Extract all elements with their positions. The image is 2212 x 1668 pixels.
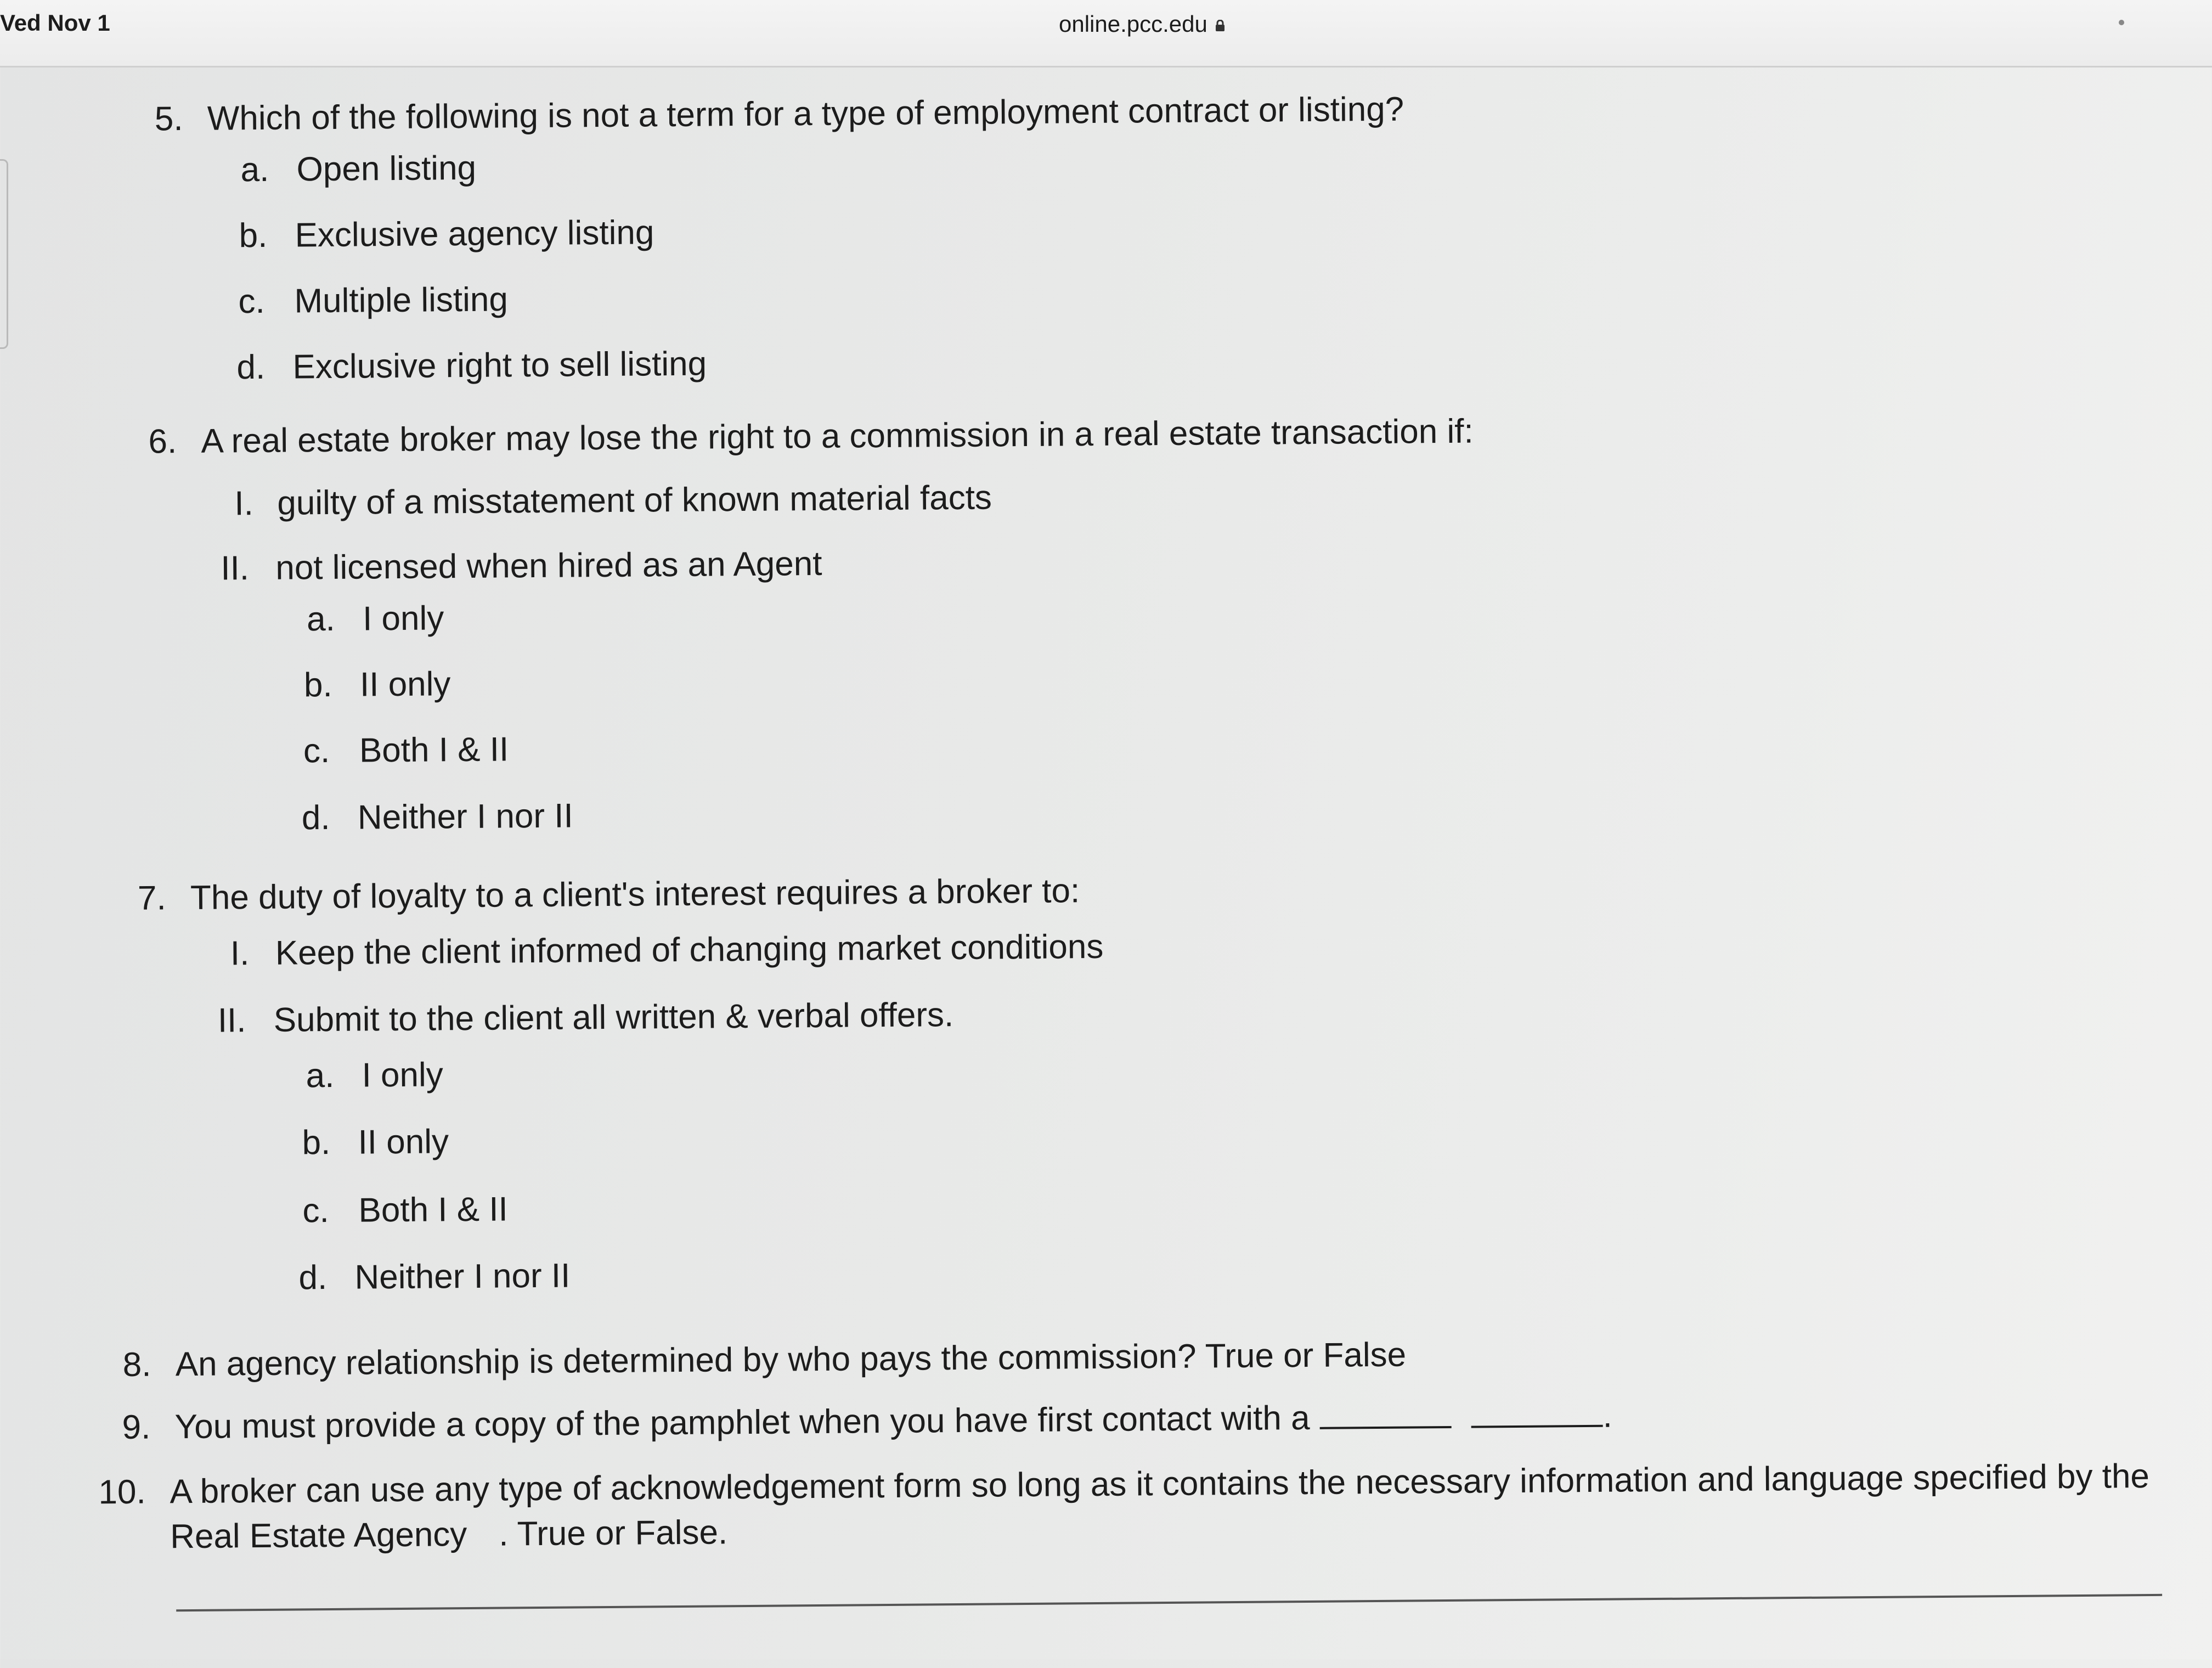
question-number: 9. xyxy=(122,1408,151,1446)
option-7c xyxy=(302,1190,508,1230)
option-letter: a. xyxy=(240,150,269,189)
option-letter: a. xyxy=(306,1056,335,1095)
statement-7-ii xyxy=(217,995,953,1040)
statement-6-i xyxy=(234,478,992,523)
option-5b xyxy=(239,213,654,255)
statement-text: Keep the client informed of changing market conditions xyxy=(275,927,1104,972)
option-letter: b. xyxy=(239,216,268,255)
statement-numeral: I. xyxy=(234,484,254,523)
option-letter: b. xyxy=(302,1123,331,1162)
question-text: You must provide a copy of the pamphlet when you have first contact with a xyxy=(174,1399,1310,1446)
statement-text: guilty of a misstatement of known material facts xyxy=(277,478,992,522)
option-letter: b. xyxy=(303,666,332,705)
option-text: II only xyxy=(359,665,451,704)
question-number: 8. xyxy=(122,1345,151,1384)
option-text: Open listing xyxy=(296,149,477,189)
option-text: Exclusive agency listing xyxy=(295,213,654,255)
option-6b xyxy=(304,664,451,705)
question-text: An agency relationship is determined by who pays the commission? True or False xyxy=(175,1335,1407,1384)
option-letter: c. xyxy=(303,731,330,770)
option-letter: c. xyxy=(238,282,265,321)
statement-numeral: II. xyxy=(217,1001,246,1040)
question-number: 7. xyxy=(137,879,167,917)
statement-numeral: II. xyxy=(221,549,250,588)
option-7d xyxy=(298,1256,570,1298)
question-number: 6. xyxy=(148,422,177,461)
question-5 xyxy=(155,90,1404,139)
option-letter: c. xyxy=(302,1192,330,1230)
question-6 xyxy=(148,412,1474,461)
question-7 xyxy=(138,871,1080,917)
question-text: The duty of loyalty to a client's interest requires a broker to: xyxy=(190,872,1080,917)
question-10-continuation xyxy=(170,1513,728,1556)
option-letter: d. xyxy=(298,1259,328,1297)
question-number: 10. xyxy=(98,1473,146,1512)
question-text: A broker can use any type of acknowledgement form so long as it contains the necessary information and language specified by the xyxy=(170,1457,2150,1511)
option-text: Multiple listing xyxy=(294,280,509,320)
option-text: II only xyxy=(358,1123,449,1162)
option-5a xyxy=(240,149,476,189)
statement-text: Submit to the client all written & verbal offers. xyxy=(273,996,954,1039)
option-text: Both I & II xyxy=(358,1190,509,1230)
option-6c xyxy=(303,730,509,770)
option-6d xyxy=(302,797,573,838)
question-text: Which of the following is not a term for a type of employment contract or listing? xyxy=(207,90,1404,138)
option-5d xyxy=(236,345,707,387)
fill-blank-1[interactable] xyxy=(1320,1422,1452,1429)
option-letter: d. xyxy=(236,348,266,387)
option-letter: a. xyxy=(306,600,336,639)
status-date: Ved Nov 1 xyxy=(0,10,110,36)
question-text-cont: Real Estate Agency xyxy=(170,1515,467,1556)
statement-6-ii xyxy=(221,544,822,588)
question-number: 5. xyxy=(154,100,183,138)
fill-blank-2[interactable] xyxy=(1471,1421,1603,1428)
option-5c xyxy=(238,280,508,321)
question-9: 9. You must provide a copy of the pamphlet when you have first contact with a . xyxy=(122,1396,1613,1446)
question-text: A real estate broker may lose the right to a commission in a real estate transaction if: xyxy=(201,412,1474,460)
option-letter: d. xyxy=(301,798,330,837)
option-7a xyxy=(306,1055,443,1095)
option-text: I only xyxy=(362,1056,444,1095)
option-7b xyxy=(302,1122,449,1162)
option-text: Exclusive right to sell listing xyxy=(292,345,707,386)
statement-text: not licensed when hired as an Agent xyxy=(275,544,822,587)
option-text: Neither I nor II xyxy=(354,1256,571,1297)
question-8 xyxy=(122,1335,1406,1384)
url-text: online.pcc.edu xyxy=(1059,11,1207,37)
option-6a xyxy=(307,599,444,639)
option-text: Neither I nor II xyxy=(357,797,573,837)
option-text: Both I & II xyxy=(359,730,509,770)
question-text-tail: . True or False. xyxy=(498,1513,728,1553)
statement-7-i xyxy=(230,927,1104,973)
option-text: I only xyxy=(362,599,444,638)
answer-underline xyxy=(176,1594,2162,1611)
question-10 xyxy=(98,1457,2149,1512)
statement-numeral: I. xyxy=(230,934,250,973)
